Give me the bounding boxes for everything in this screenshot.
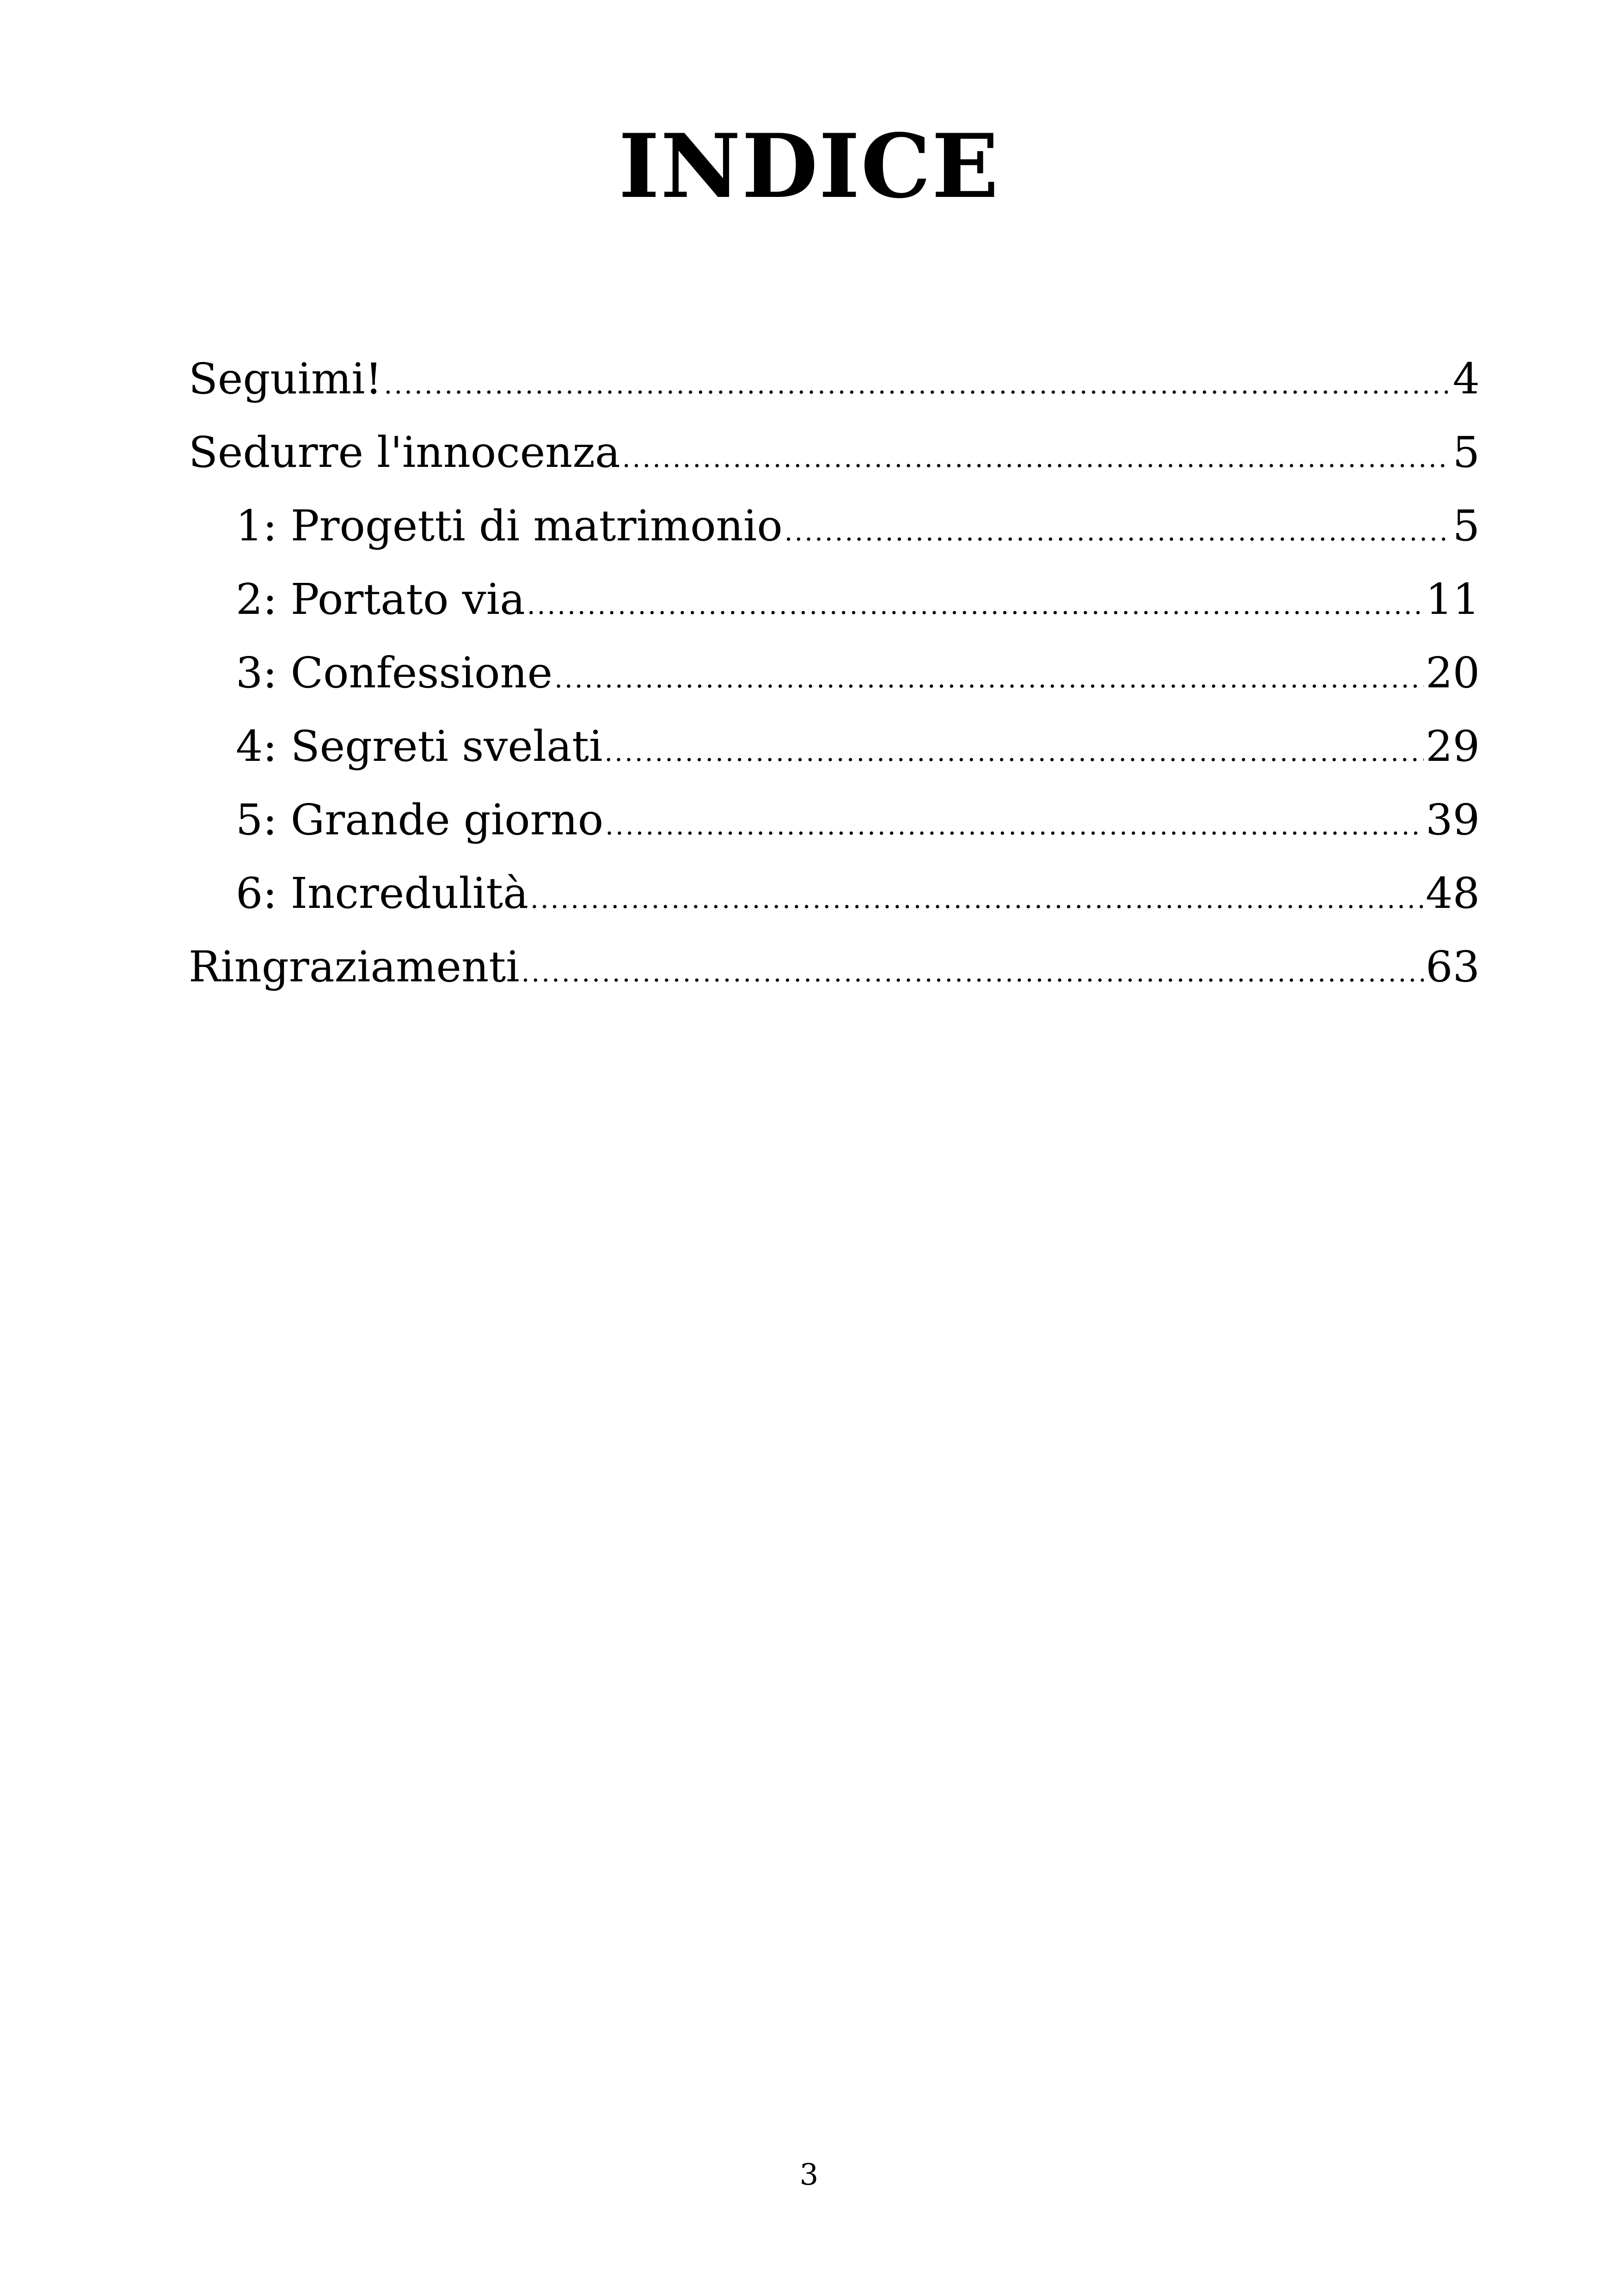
toc-dot-leader bbox=[605, 716, 1424, 789]
toc-dot-leader bbox=[527, 569, 1424, 642]
toc-entry-sedurre-linnocenza[interactable] bbox=[189, 416, 1480, 489]
toc-entry-page: 63 bbox=[1425, 942, 1480, 992]
toc-dot-leader bbox=[554, 642, 1424, 716]
toc-entry-chapter-1[interactable] bbox=[189, 489, 1480, 563]
toc-dot-leader bbox=[784, 495, 1451, 569]
toc-entry-label: Ringraziamenti bbox=[189, 942, 520, 992]
toc-dot-leader bbox=[384, 348, 1451, 422]
toc-entry-chapter-5[interactable] bbox=[189, 783, 1480, 857]
toc-dot-leader bbox=[622, 422, 1451, 495]
toc-entry-label: 6: Incredulità bbox=[236, 869, 529, 918]
toc-entry-page: 11 bbox=[1425, 575, 1480, 624]
toc-entry-page: 5 bbox=[1453, 501, 1480, 551]
page-number: 3 bbox=[799, 2158, 819, 2192]
toc-entry-label: 3: Confessione bbox=[236, 648, 553, 698]
toc-entry-label: Seguimi! bbox=[189, 354, 382, 404]
toc-dot-leader bbox=[521, 936, 1424, 1010]
toc-entry-page: 39 bbox=[1425, 795, 1480, 845]
table-of-contents bbox=[189, 342, 1480, 1004]
toc-entry-page: 20 bbox=[1425, 648, 1480, 698]
toc-entry-chapter-3[interactable] bbox=[189, 636, 1480, 710]
toc-entry-page: 48 bbox=[1425, 869, 1480, 918]
toc-entry-label: 2: Portato via bbox=[236, 575, 525, 624]
toc-entry-page: 4 bbox=[1453, 354, 1480, 404]
toc-entry-label: Sedurre l'innocenza bbox=[189, 428, 620, 477]
toc-entry-seguimi[interactable] bbox=[189, 342, 1480, 416]
toc-entry-label: 1: Progetti di matrimonio bbox=[236, 501, 783, 551]
toc-entry-chapter-6[interactable] bbox=[189, 857, 1480, 930]
toc-dot-leader bbox=[605, 789, 1424, 863]
toc-entry-chapter-2[interactable] bbox=[189, 563, 1480, 636]
toc-entry-chapter-4[interactable] bbox=[189, 710, 1480, 783]
toc-dot-leader bbox=[530, 863, 1424, 936]
toc-entry-label: 4: Segreti svelati bbox=[236, 722, 603, 771]
page-title: INDICE bbox=[618, 115, 1000, 218]
toc-entry-label: 5: Grande giorno bbox=[236, 795, 604, 845]
toc-entry-ringraziamenti[interactable] bbox=[189, 930, 1480, 1004]
toc-entry-page: 5 bbox=[1453, 428, 1480, 477]
toc-entry-page: 29 bbox=[1425, 722, 1480, 771]
